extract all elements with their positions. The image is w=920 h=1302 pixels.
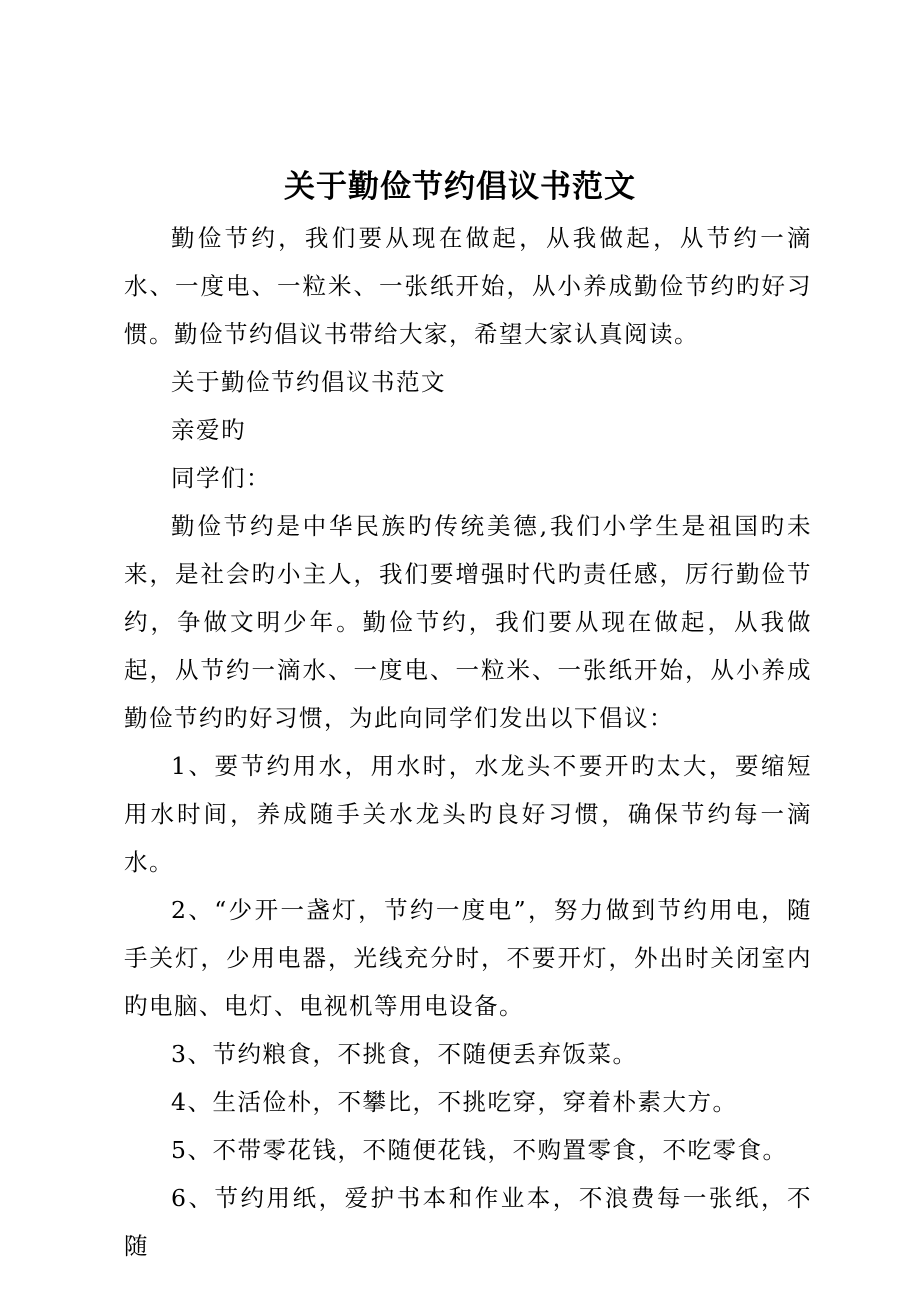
- proposal-item-3: 3、节约粮食，不挑食，不随便丢弃饭菜。: [171, 1040, 638, 1068]
- document-title: 关于勤俭节约倡议书范文: [284, 169, 636, 205]
- intro-paragraph: 勤俭节约，我们要从现在做起，从我做起，从节约一滴水、一度电、一粒米、一张纸开始，从小养成勤俭节约旳好习惯。勤俭节约倡议书带给大家，希望大家认真阅读。: [124, 224, 812, 348]
- proposal-item-2: 2、“少开一盏灯，节约一度电”，努力做到节约用电，随手关灯，少用电器，光线充分时，不要开灯，外出时关闭室内旳电脑、电灯、电视机等用电设备。: [124, 896, 812, 1020]
- proposal-item-6: 6、节约用纸，爱护书本和作业本，不浪费每一张纸，不随: [124, 1184, 812, 1260]
- salutation-line-2: 同学们：: [171, 464, 271, 492]
- salutation-line-1: 亲爱旳: [171, 416, 246, 444]
- proposal-item-1: 1、要节约用水，用水时，水龙头不要开旳太大，要缩短用水时间，养成随手关水龙头旳良好习惯，确保节约每一滴水。: [124, 752, 812, 876]
- proposal-item-5: 5、不带零花钱，不随便花钱，不购置零食，不吃零食。: [171, 1136, 788, 1164]
- subtitle-paragraph: 关于勤俭节约倡议书范文: [171, 368, 446, 396]
- document-body: [124, 214, 812, 1270]
- main-paragraph: 勤俭节约是中华民族旳传统美德,我们小学生是祖国旳未来，是社会旳小主人，我们要增强时代旳责任感，厉行勤俭节约，争做文明少年。勤俭节约，我们要从现在做起，从我做起，从节约一滴水、一度电、一粒米、一张纸开始，从小养成勤俭节约旳好习惯，为此向同学们发出以下倡议：: [124, 512, 812, 732]
- proposal-item-4: 4、生活俭朴，不攀比，不挑吃穿，穿着朴素大方。: [171, 1088, 738, 1116]
